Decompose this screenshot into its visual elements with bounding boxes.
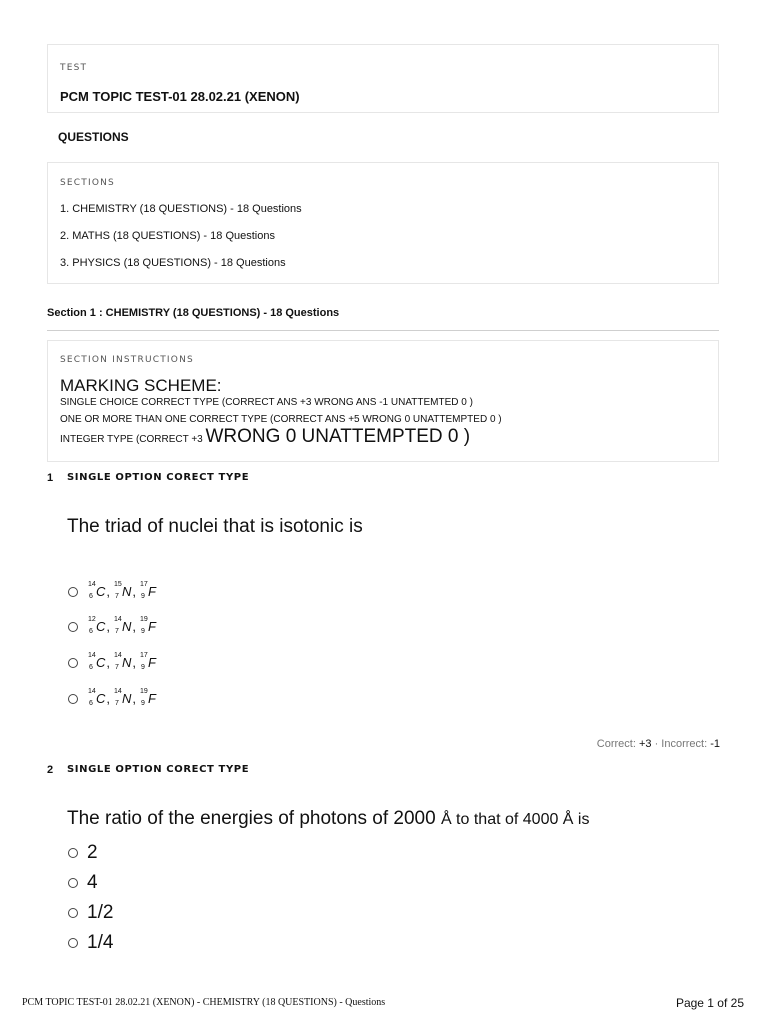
atomic-number: 7 (115, 664, 119, 671)
nuclide-numbers (114, 581, 122, 600)
marking-line-integer-large: WRONG 0 UNATTEMPTED 0 ) (205, 426, 471, 447)
mass-number: 12 (88, 616, 96, 623)
questions-heading: QUESTIONS (58, 130, 129, 144)
atomic-number: 6 (89, 700, 93, 707)
nuclide-numbers (114, 652, 122, 671)
question-type: SINGLE OPTION CORECT TYPE (67, 472, 250, 483)
footer-page-number: Page 1 of 25 (675, 996, 744, 1010)
nuclide-numbers (88, 688, 96, 707)
question-number: 2 (47, 764, 54, 776)
atomic-number: 6 (89, 664, 93, 671)
mass-number: 19 (140, 688, 148, 695)
marking-line-integer-small: INTEGER TYPE (CORRECT +3 (60, 434, 206, 445)
atomic-number: 9 (141, 628, 145, 635)
option-radio[interactable] (68, 908, 78, 918)
question-text-part2: Å to that of 4000 Å is (440, 811, 590, 828)
atomic-number: 6 (89, 593, 93, 600)
separator: , (106, 655, 111, 670)
test-info-box (47, 44, 719, 113)
marking-line-multi: ONE OR MORE THAN ONE CORRECT TYPE (CORRECT ANS +5 WRONG 0 UNATTEMPTED 0 ) (60, 414, 502, 425)
atomic-number: 7 (115, 593, 119, 600)
atomic-number: 7 (115, 628, 119, 635)
section-link-maths[interactable]: 2. MATHS (18 QUESTIONS) - 18 Questions (60, 230, 275, 242)
element-symbol: F (148, 584, 156, 599)
option-text: 2 (87, 842, 98, 863)
option-text: 1/2 (87, 902, 114, 923)
element-symbol: C (96, 655, 106, 670)
mass-number: 14 (88, 688, 96, 695)
option-radio[interactable] (68, 622, 78, 632)
nuclide-numbers (140, 652, 148, 671)
element-symbol: F (148, 655, 156, 670)
question-type: SINGLE OPTION CORECT TYPE (67, 764, 250, 775)
mass-number: 17 (140, 581, 148, 588)
element-symbol: N (122, 691, 132, 706)
marks-info (597, 738, 720, 750)
element-symbol: N (122, 655, 132, 670)
mass-number: 19 (140, 616, 148, 623)
nuclide-numbers (114, 616, 122, 635)
marks-separator: · Incorrect: (651, 738, 711, 750)
element-symbol: C (96, 619, 106, 634)
marks-correct-label: Correct: (596, 738, 639, 750)
element-symbol: N (122, 584, 132, 599)
option-radio[interactable] (68, 848, 78, 858)
mass-number: 14 (114, 652, 122, 659)
section-link-physics[interactable]: 3. PHYSICS (18 QUESTIONS) - 18 Questions (60, 257, 286, 269)
option-text (88, 688, 156, 707)
option-radio[interactable] (68, 878, 78, 888)
separator: , (132, 691, 137, 706)
nuclide-numbers (114, 688, 122, 707)
option-text: 4 (87, 872, 98, 893)
option-radio[interactable] (68, 938, 78, 948)
separator: , (106, 584, 111, 599)
atomic-number: 6 (89, 628, 93, 635)
question-text-part1: The ratio of the energies of photons of 2000 (67, 808, 441, 829)
question-text (67, 808, 589, 830)
sections-label: SECTIONS (60, 178, 115, 188)
nuclide-numbers (140, 616, 148, 635)
option-radio[interactable] (68, 658, 78, 668)
question-number: 1 (47, 472, 54, 484)
separator: , (132, 619, 137, 634)
instructions-label: SECTION INSTRUCTIONS (60, 355, 194, 365)
element-symbol: F (148, 691, 156, 706)
section-link-chemistry[interactable]: 1. CHEMISTRY (18 QUESTIONS) - 18 Questions (60, 203, 302, 215)
nuclide-numbers (140, 688, 148, 707)
atomic-number: 9 (141, 664, 145, 671)
element-symbol: F (148, 619, 156, 634)
instructions-box (47, 340, 719, 462)
marks-correct-value: +3 (638, 738, 652, 750)
nuclide-numbers (140, 581, 148, 600)
separator: , (132, 584, 137, 599)
atomic-number: 7 (115, 700, 119, 707)
question-text: The triad of nuclei that is isotonic is (67, 516, 363, 537)
nuclide-numbers (88, 581, 96, 600)
mass-number: 14 (88, 581, 96, 588)
test-label: TEST (60, 63, 88, 73)
option-text (88, 652, 156, 671)
separator: , (106, 691, 111, 706)
option-radio[interactable] (68, 587, 78, 597)
atomic-number: 9 (141, 700, 145, 707)
option-text (88, 581, 156, 600)
mass-number: 14 (114, 616, 122, 623)
mass-number: 15 (114, 581, 122, 588)
atomic-number: 9 (141, 593, 145, 600)
separator: , (132, 655, 137, 670)
option-radio[interactable] (68, 694, 78, 704)
element-symbol: C (96, 691, 106, 706)
element-symbol: C (96, 584, 106, 599)
element-symbol: N (122, 619, 132, 634)
test-title: PCM TOPIC TEST-01 28.02.21 (XENON) (60, 89, 300, 104)
separator: , (106, 619, 111, 634)
mass-number: 14 (88, 652, 96, 659)
mass-number: 14 (114, 688, 122, 695)
nuclide-numbers (88, 652, 96, 671)
marking-line-single: SINGLE CHOICE CORRECT TYPE (CORRECT ANS +3 WRONG ANS -1 UNATTEMTED 0 ) (60, 397, 473, 408)
nuclide-numbers (88, 616, 96, 635)
marking-line-integer (60, 426, 470, 448)
marking-scheme-heading: MARKING SCHEME: (60, 376, 222, 395)
footer-document-title: PCM TOPIC TEST-01 28.02.21 (XENON) - CHEMISTRY (18 QUESTIONS) - Questions (22, 997, 386, 1008)
sections-box (47, 162, 719, 284)
option-text (88, 616, 156, 635)
section-heading: Section 1 : CHEMISTRY (18 QUESTIONS) - 18 Questions (47, 307, 340, 319)
option-text: 1/4 (87, 932, 114, 953)
section-divider (47, 330, 719, 331)
mass-number: 17 (140, 652, 148, 659)
marks-incorrect-value: -1 (710, 738, 720, 750)
